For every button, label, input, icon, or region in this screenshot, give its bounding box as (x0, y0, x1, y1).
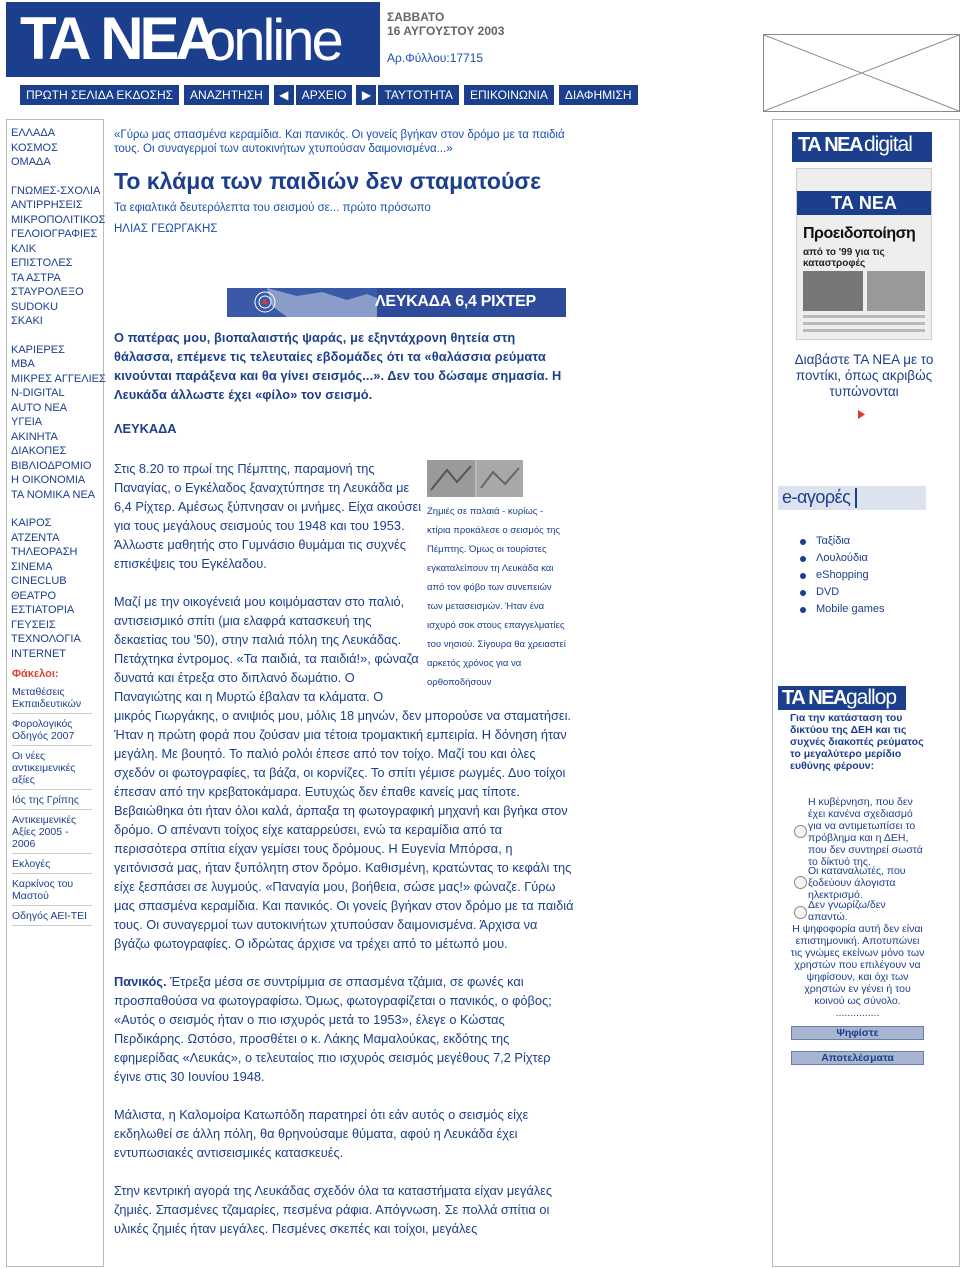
paragraph: μικρός Γιωργάκης, ο ανιψιός μου, μόλις 18 μηνών, δεν μπορούσε να σταματήσει. Ήταν η πρώτη φορά που ζούσαν μια τέτοια τρομακτική εμπειρία. Η δόνηση ήταν μεγάλη. Με βουητό. Το παλιό ρολόι έπεσε από τον τοίχο. Μαζί του και όλες σχεδόν οι φωτογραφίες, τα βάζα, οι κορνίζες. Το σπίτι γέμισε ρωγμές. Δυο τοίχοι έπεσαν από την κρεβατοκάμαρα. Ευτυχώς δεν έπαθε κανείς μας τίποτε. Βεβαιώθηκα ότι ήταν όλοι καλά, άρπαξα τη φωτογραφική μηχανή και βγήκα στον δρόμο. Ο απέναντι τοίχος είχε καταρρεύσει, ενώ τα κεραμίδια από τα περισσότερα σπίτια είχαν γεμίσει τους δρόμους. Η Ευγενία Μπόρσα, η γειτόνισσά μας, ήταν ξυπόλητη στον δρόμο. Καθισμένη, κρατώντας το κεφάλι της είχε ξεσπάσει σε λυγμούς. «Παναγία μου, βοήθεια, σώσε μας!» φώναζε. Γύρω μας σπασμένα κεραμίδια. Και πανικός. Οι γονείς βγήκαν στον δρόμο με τα παιδιά τους. Οι συναγερμοί των αυτοκινήτων χτυπούσαν δαιμονισμένα. Άρχισα να βγάζω φωτογραφίες. Ο ιδρώτας άρχισε να τρέχει από το μέτωπό μου. (114, 708, 574, 951)
poll-disclaimer-text: Η ψηφοφορία αυτή δεν είναι επιστημονική. Αποτυπώνει τις γνώμες εκείνων μόνο των χρηστών που επιλέγουν να ψηφίσουν, και όχι των χρηστών εν γένει ή του κοινού ως σύνολο. (790, 923, 925, 1007)
article-title: Το κλάμα των παιδιών δεν σταματούσε (114, 168, 542, 194)
sidebar-item[interactable]: ΚΑΙΡΟΣ (11, 517, 52, 529)
shop-item-label: Λουλούδια (816, 552, 868, 564)
logo-brand: ΤΑ ΝΕΑ (20, 5, 215, 72)
sidebar-item[interactable]: ΜΙΚΡΟΠΟΛΙΤΙΚΟΣ (11, 213, 106, 226)
folder-link[interactable]: Ιός της Γρίπης (12, 793, 92, 810)
folder-link[interactable]: Οδηγός ΑΕΙ-ΤΕΙ (12, 909, 92, 926)
article-author: ΗΛΙΑΣ ΓΕΩΡΓΑΚΗΣ (114, 223, 218, 235)
cover-headline: Προειδοποίηση (803, 225, 916, 242)
article-lead: «Γύρω μας σπασμένα κεραμίδια. Και πανικός. Οι γονείς βγήκαν στον δρόμο με τα παιδιά τους. Οι συναγερμοί των αυτοκινήτων χτυπούσαν δαιμονισμένα...» (114, 129, 565, 155)
folder-link[interactable]: Εκλογές (12, 857, 92, 874)
sidebar-item[interactable]: ΤΑ ΑΣΤΡΑ (11, 271, 61, 284)
quake-banner (227, 288, 566, 317)
poll-option-2: Οι καταναλωτές, που ξοδεύουν άλογιστα ηλεκτρισμό. (808, 865, 906, 901)
paragraph-lead-word: Πανικός. (114, 974, 167, 989)
poll-dots: ............... (835, 1007, 880, 1019)
shop-item-label: Mobile games (816, 603, 885, 615)
folder-link[interactable]: Οι νέες αντικειμενικές αξίες (12, 749, 92, 790)
e-agores-bar (855, 488, 857, 508)
folders-list (12, 685, 92, 929)
poll-option-radio[interactable] (794, 876, 807, 889)
sidebar-item[interactable]: ΚΛΙΚ (11, 242, 37, 255)
sidebar-item[interactable]: AUTO ΝΕΑ (11, 401, 68, 414)
article-header (114, 128, 576, 235)
cover-subheadline: από το '99 για τις καταστροφές (803, 247, 885, 269)
sidebar-item[interactable]: Η ΟΙΚΟΝΟΜΙΑ (11, 474, 86, 486)
article-photo[interactable] (427, 460, 523, 497)
nea-gallop-logo (778, 686, 906, 710)
bullet-icon (800, 590, 806, 596)
photo-caption: Ζημιές σε παλαιά - κυρίως - κτίρια προκάλεσε ο σεισμός της Πέμπτης. Όμως οι τουρίστες εγκαταλείπουν τη Λευκάδα και από τον φόβο των συνεπειών των μετασεισμών. Ήταν ένα ισχυρό σοκ στους επαγγελματίες του νησιού. Σίγουρα θα χρειαστεί αρκετός χρόνος για να ορθοποδήσουν (427, 506, 566, 688)
shop-item-label: eShopping (816, 569, 869, 581)
paragraph: Στην κεντρική αγορά της Λευκάδας σχεδόν όλα τα καταστήματα είχαν μεγάλες ζημιές. Σπασμένες τζαμαρίες, πεσμένα ράφια. Απόγνωση. Σε πολλά σπίτια οι υλικές ζημιές ήταν μεγάλες. Πεσμένες σκεπές και τοίχοι, μεγάλες (114, 1183, 553, 1236)
shop-item[interactable] (800, 584, 884, 601)
read-online-link[interactable]: Διαβάστε ΤΑ ΝΕΑ με το ποντίκι, όπως ακριβώς τυπώνονται (794, 352, 934, 399)
digital-brand: ΤΑ ΝΕΑ (798, 134, 862, 156)
cover-masthead: ΤΑ ΝΕΑ (797, 191, 931, 215)
shop-item-label: DVD (816, 586, 840, 598)
sidebar-item[interactable]: ΑΚΙΝΗΤΑ (11, 430, 58, 443)
sidebar-item[interactable]: ΤΕΧΝΟΛΟΓΙΑ (11, 633, 81, 645)
article-subtitle: Τα εφιαλτικά δευτερόλεπτα του σεισμού σε... πρώτο πρόσωπο (114, 202, 431, 214)
poll-option-1: Η κυβέρνηση, που δεν έχει κανένα σχεδιασμό για να αντιμετωπίσει το πρόβλημα και η ΔΕΗ, που δεν συντηρεί σωστά το δίκτυό της. (808, 796, 923, 868)
paragraph: Μαζί με την οικογένειά μου κοιμόμασταν στο παλιό, αντισεισμικό σπίτι (μια ελαφρά κατασκευή της δεκαετίας του '50), στην παλιά πόλη της Λευκάδας. Πετάχτηκα έντρομος. «Τα παιδιά, τα παιδιά!», φώναζα δυνατά και έτρεξα στο διπλανό δωμάτιο. Ο Παναγιώτης και η Μυρτώ έβαλαν τα κλάματα. Ο (114, 594, 419, 704)
sidebar-group (11, 184, 106, 329)
paragraph-text: Έτρεξα μέσα σε συντρίμμια σε σπασμένα τζάμια, σε φωνές και προσπαθούσα να φωτογραφίσω. Όμως, φωτογραφίζεται ο πανικός, ο φόβος; «Αυτός ο σεισμός ήταν ο πιο ισχυρός μετά το 1953», έλεγε ο Κώστας Περδικάρης. Ωστόσο, προσθέτει ο κ. Λάκης Μαμαλούκας, εκδότης της εφημερίδας «Λευκάς», ο τελευταίος πιο ισχυρός σεισμός μεγέθους 7,2 Ρίχτερ έγινε στις 30 Ιουνίου 1948. (114, 974, 552, 1084)
shop-item[interactable] (800, 550, 884, 567)
sidebar-item[interactable]: ΚΑΡΙΕΡΕΣ (11, 343, 65, 356)
shop-list (800, 533, 884, 618)
main-nav (20, 85, 643, 107)
digital-word: digital (864, 133, 912, 156)
sidebar-item[interactable]: ΕΠΙΣΤΟΛΕΣ (11, 257, 73, 269)
nav-prev-icon[interactable]: ◀ (274, 85, 294, 105)
sidebar-item[interactable]: CINECLUB (11, 575, 67, 587)
poll-question: Για την κατάσταση του δικτύου της ΔΕΗ και τις συχνές διακοπές ρεύματος το μεγαλύτερο μερίδιο ευθύνης φέρουν: (790, 712, 924, 772)
folder-link[interactable]: Αντικειμενικές Αξίες 2005 - 2006 (12, 813, 92, 854)
left-sidebar-nav (11, 126, 106, 675)
nav-front-page[interactable]: ΠΡΩΤΗ ΣΕΛΙΔΑ ΕΚΔΟΣΗΣ (20, 85, 181, 105)
logo-online: online (204, 8, 341, 73)
nea-digital-logo[interactable] (792, 132, 932, 162)
bullet-icon (800, 607, 806, 613)
sidebar-item[interactable]: INTERNET (11, 647, 66, 660)
sidebar-group (11, 126, 106, 170)
sidebar-item[interactable]: ΓΕΛΟΙΟΓΡΑΦΙΕΣ (11, 228, 98, 240)
gallop-brand: ΤΑ ΝΕΑ (782, 687, 846, 709)
front-cover-thumbnail[interactable] (796, 168, 932, 340)
folder-link[interactable]: Μεταθέσεις Εκπαιδευτικών (12, 685, 92, 714)
e-agores-logo[interactable] (778, 486, 926, 510)
nav-next-icon[interactable]: ▶ (356, 85, 376, 105)
issue-day: ΣΑΒΒΑΤΟ (387, 10, 445, 24)
sidebar-item[interactable]: MBA (11, 358, 35, 370)
bullet-icon (800, 573, 806, 579)
sidebar-item[interactable]: ΤΗΛΕΟΡΑΣΗ (11, 546, 78, 558)
sidebar-item[interactable]: ΜΙΚΡΕΣ ΑΓΓΕΛΙΕΣ (11, 372, 106, 385)
issue-number: Αρ.Φύλλου:17715 (387, 51, 484, 65)
damage-photo (427, 460, 523, 497)
sidebar-group (11, 343, 106, 503)
bullet-icon (800, 539, 806, 545)
sidebar-item[interactable]: ΕΛΛΑΔΑ (11, 127, 56, 139)
results-button[interactable]: Αποτελέσματα (791, 1051, 924, 1065)
sidebar-group (11, 516, 106, 661)
nav-ads[interactable]: ΔΙΑΦΗΜΙΣΗ (559, 85, 640, 105)
issue-full-date: 16 ΑΥΓΟΥΣΤΟΥ 2003 (387, 24, 505, 38)
sidebar-item[interactable]: ΟΜΑΔΑ (11, 156, 51, 168)
sidebar-item[interactable]: ΣΚΑΚΙ (11, 315, 43, 327)
sidebar-item[interactable]: ΥΓΕΙΑ (11, 416, 43, 428)
nav-identity[interactable]: ΤΑΥΤΟΤΗΤΑ (378, 85, 460, 105)
e-agores-text: e-αγορές (782, 487, 851, 507)
vote-button[interactable]: Ψηφίστε (791, 1026, 924, 1040)
sidebar-item[interactable]: SUDOKU (11, 300, 59, 313)
sidebar-item[interactable]: ΤΑ ΝΟΜΙΚΑ ΝΕΑ (11, 488, 96, 501)
paragraph: Στις 8.20 το πρωί της Πέμπτης, παραμονή της Παναγίας, ο Εγκέλαδος ξαναχτύπησε τη Λευκάδα με 6,4 Ρίχτερ. Αμέσως ξύπνησαν οι μνήμες. Είχα ακούσει για τους μεγάλους σεισμούς του 1948 και του 1953. Άλλωστε μαθητής στο Γυμνάσιο θυμάμαι τις συχνές επισκέψεις του Εγκέλαδου. (114, 461, 422, 571)
shop-item[interactable] (800, 601, 884, 618)
article-dateline: ΛΕΥΚΑΔΑ (114, 421, 177, 436)
sidebar-item[interactable]: ΓΝΩΜΕΣ-ΣΧΟΛΙΑ (11, 184, 101, 197)
paragraph: Μάλιστα, η Καλομοίρα Κατωπόδη παρατηρεί ότι εάν αυτός ο σεισμός είχε εκδηλωθεί σε άλλη πόλη, θα θρηνούσαμε θύματα, αφού η Λευκάδα έχει εντυπωσιακές αντισεισμικές κατασκευές. (114, 1107, 529, 1160)
site-logo[interactable] (6, 2, 380, 77)
folder-link[interactable]: Φορολογικός Οδηγός 2007 (12, 717, 92, 746)
poll-option-3: Δεν γνωρίζω/δεν απαντώ. (808, 899, 886, 923)
sidebar-item[interactable]: ΚΟΣΜΟΣ (11, 141, 58, 154)
sidebar-item[interactable]: ΒΙΒΛΙΟΔΡΟΜΙΟ (11, 459, 92, 472)
sidebar-item[interactable]: ΣΤΑΥΡΟΛΕΞΟ (11, 286, 84, 298)
bullet-icon (800, 556, 806, 562)
banner-text: ΛΕΥΚΑΔΑ 6,4 ΡΙΧΤΕΡ (375, 293, 536, 310)
nav-archive[interactable]: ΑΡΧΕΙΟ (296, 85, 355, 105)
sidebar-item[interactable]: ΑΝΤΙΡΡΗΣΕΙΣ (11, 199, 83, 211)
article-body (114, 706, 574, 1257)
sidebar-item[interactable]: ΑΤΖΕΝΤΑ (11, 531, 60, 544)
ad-placeholder[interactable] (763, 34, 960, 112)
nav-contact[interactable]: ΕΠΙΚΟΙΝΩΝΙΑ (464, 85, 556, 105)
sidebar-item[interactable]: ΔΙΑΚΟΠΕΣ (11, 445, 67, 457)
arrow-icon[interactable] (856, 409, 867, 420)
issue-date (387, 10, 504, 38)
sidebar-item[interactable]: ΣΙΝΕΜΑ (11, 560, 53, 573)
nav-search[interactable]: ΑΝΑΖΗΤΗΣΗ (184, 85, 271, 105)
article-intro: Ο πατέρας μου, βιοπαλαιστής ψαράς, με εξηντάχρονη θητεία στη θάλασσα, επέμενε τις τελευταίες εβδομάδες ότι τα «θαλάσσια ρεύματα κινούνται παράξενα και θα γίνει σεισμός...». Δεν του δώσαμε σημασία. Η Λευκάδα άλλωστε έχει «φίλο» τον σεισμό. (114, 330, 562, 402)
shop-item-label: Ταξίδια (816, 535, 851, 547)
article-body-top (114, 459, 424, 725)
sidebar-item[interactable]: ΕΣΤΙΑΤΟΡΙΑ (11, 604, 75, 616)
paragraph (114, 972, 574, 1086)
broken-image-icon (764, 35, 959, 111)
poll-option-radio[interactable] (794, 906, 807, 919)
shop-item[interactable] (800, 533, 884, 550)
sidebar-item[interactable]: N-DIGITAL (11, 387, 65, 399)
shop-item[interactable] (800, 567, 884, 584)
folder-link[interactable]: Καρκίνος του Μαστού (12, 877, 92, 906)
seismic-map-icon (227, 288, 377, 317)
sidebar-item[interactable]: ΓΕΥΣΕΙΣ (11, 618, 56, 631)
folders-label: Φάκελοι: (12, 668, 59, 680)
gallop-word: gallop (846, 686, 897, 709)
sidebar-item[interactable]: ΘΕΑΤΡΟ (11, 589, 57, 602)
poll-option-radio[interactable] (794, 825, 807, 838)
cover-photos (797, 269, 931, 339)
poll-disclaimer (790, 923, 925, 1019)
